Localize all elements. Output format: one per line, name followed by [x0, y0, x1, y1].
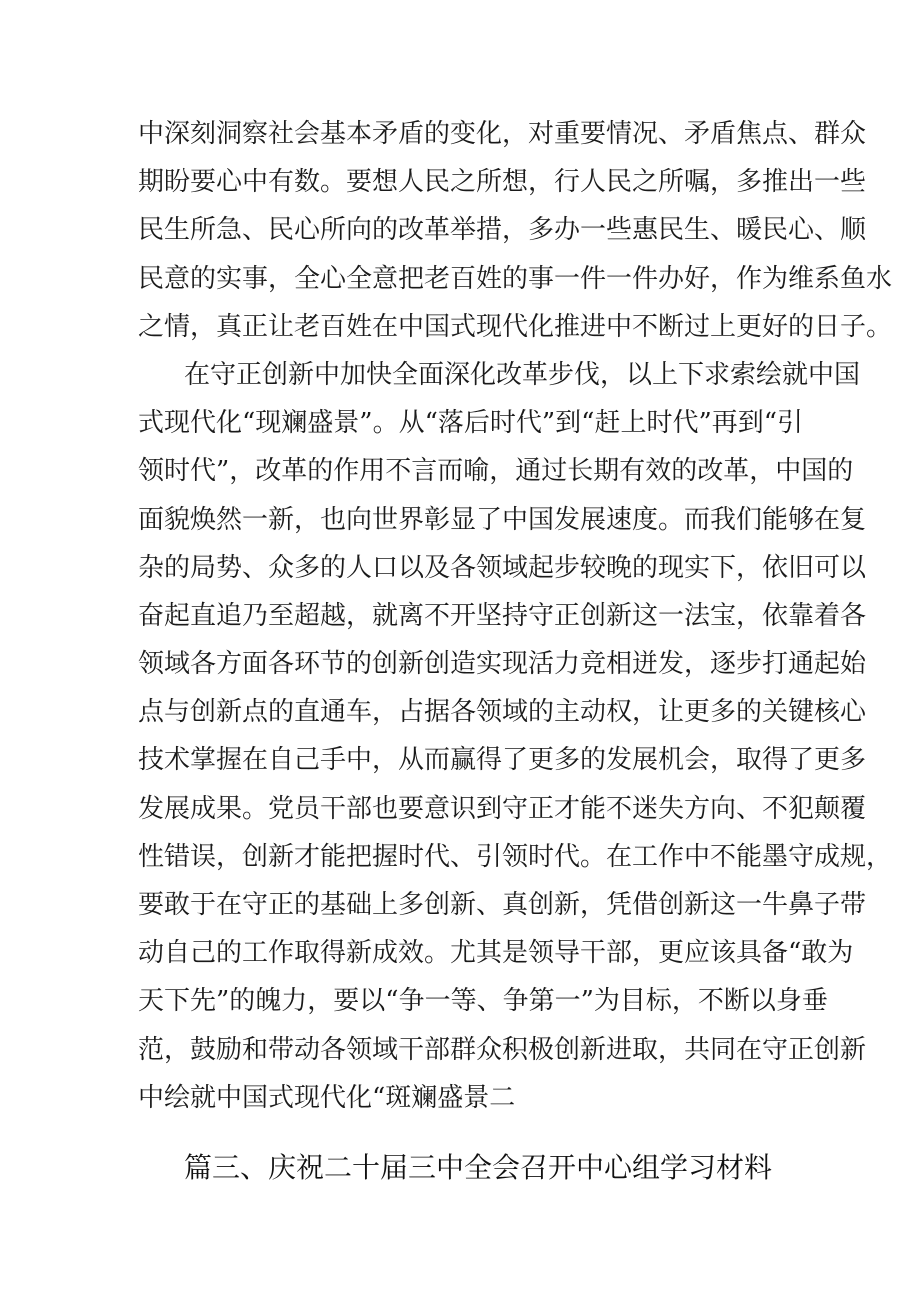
text-line: 之情，真正让老百姓在中国式现代化推进中不断过上更好的日子。 [138, 311, 893, 342]
text-line: 民生所急、民心所向的改革举措，多办一些惠民生、暖民心、顺 [138, 215, 867, 246]
text-line: 点与创新点的直通车，占据各领域的主动权，让更多的关键核心 [138, 697, 867, 728]
text-line: 期盼要心中有数。要想人民之所想，行人民之所嘱，多推出一些 [138, 167, 867, 198]
text-line: 性错误，创新才能把握时代、引领时代。在工作中不能墨守成规， [138, 841, 893, 872]
text-line: 面貌焕然一新，也向世界彰显了中国发展速度。而我们能够在复 [138, 504, 867, 535]
text-line: 中深刻洞察社会基本矛盾的变化，对重要情况、矛盾焦点、群众 [138, 119, 867, 149]
section-title: 篇三、庆祝二十届三中全会召开中心组学习材料 [184, 1151, 773, 1184]
text-line: 范，鼓励和带动各领域干部群众积极创新进取，共同在守正创新 [138, 1034, 867, 1065]
text-line: 领时代”，改革的作用不言而喻，通过长期有效的改革，中国的 [138, 456, 854, 487]
text-line: 动自己的工作取得新成效。尤其是领导干部，更应该具备“敢为 [138, 938, 854, 969]
paragraph-first-line: 在守正创新中加快全面深化改革步伐，以上下求索绘就中国 [184, 359, 861, 390]
text-line: 天下先”的魄力，要以“争一等、争第一”为目标，不断以身垂 [138, 986, 828, 1017]
body-text [138, 110, 893, 1122]
text-line: 式现代化“现斓盛景”。从“落后时代”到“赶上时代”再到“引 [138, 408, 804, 439]
text-line: 技术掌握在自己手中，从而赢得了更多的发展机会，取得了更多 [138, 745, 867, 776]
text-line: 奋起直追乃至超越，就离不开坚持守正创新这一法宝，依靠着各 [138, 600, 867, 631]
text-line: 要敢于在守正的基础上多创新、真创新，凭借创新这一牛鼻子带 [138, 890, 867, 920]
text-line: 中绘就中国式现代化“斑斓盛景二 [138, 1082, 516, 1113]
text-line: 民意的实事，全心全意把老百姓的事一件一件办好，作为维系鱼水 [138, 263, 893, 294]
text-line: 杂的局势、众多的人口以及各领域起步较晚的现实下，依旧可以 [138, 552, 867, 583]
text-line: 领域各方面各环节的创新创造实现活力竞相迸发，逐步打通起始 [138, 649, 867, 680]
text-line: 发展成果。党员干部也要意识到守正才能不迷失方向、不犯颠覆 [138, 793, 867, 824]
